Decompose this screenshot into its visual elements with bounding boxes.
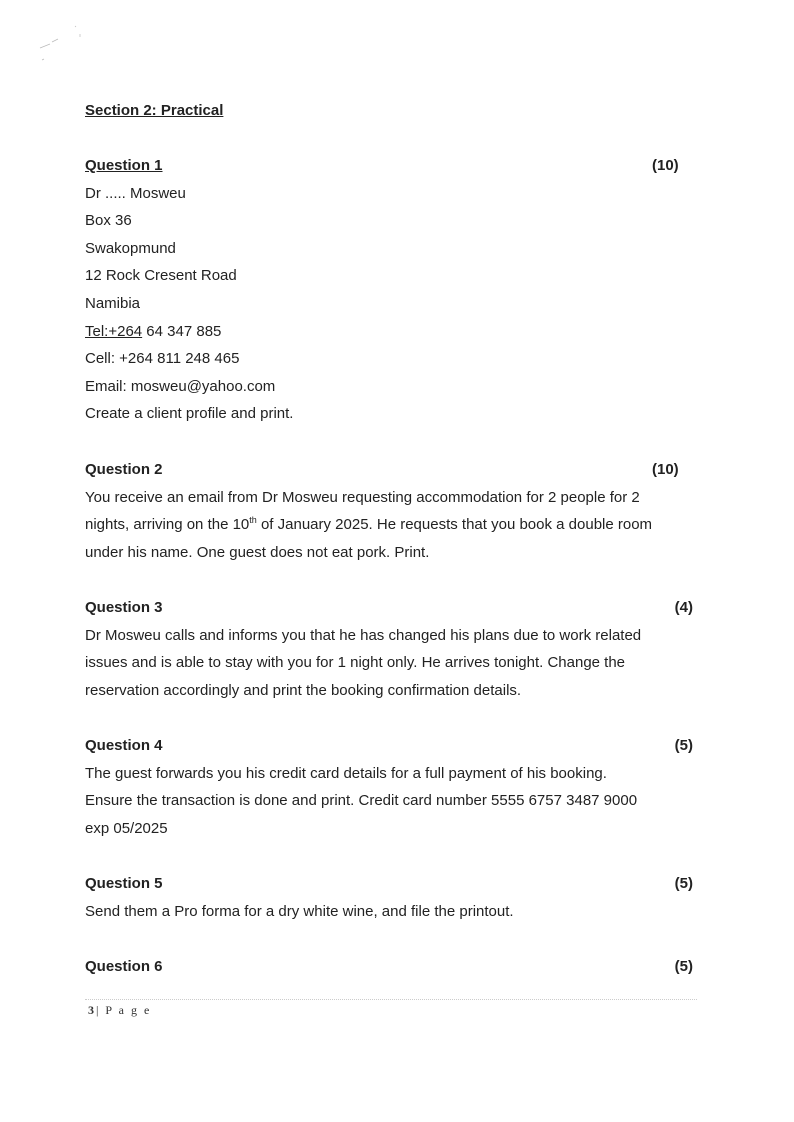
text-line: Dr ..... Mosweu	[85, 184, 186, 202]
page-footer	[88, 1003, 151, 1018]
tel-number: 64 347 885	[142, 322, 222, 340]
question-title: Question 6	[85, 958, 163, 975]
question-title: Question 1	[85, 157, 163, 174]
question-3	[85, 594, 693, 704]
page-label: | P a g e	[96, 1003, 152, 1017]
text-line: exp 05/2025	[85, 819, 168, 837]
text-segment: of January 2025. He requests that you book a double room	[256, 516, 653, 534]
question-title: Question 3	[85, 599, 163, 616]
question-marks: (5)	[674, 875, 693, 892]
text-line: Dr Mosweu calls and informs you that he has changed his plans due to work related	[85, 626, 642, 644]
section-heading	[85, 97, 693, 125]
tel-line	[85, 318, 693, 346]
footer-divider	[85, 999, 697, 1000]
text-line: under his name. One guest does not eat pork. Print.	[85, 543, 430, 561]
text-line: Send them a Pro forma for a dry white wine, and file the printout.	[85, 902, 514, 920]
text-line: Email: mosweu@yahoo.com	[85, 377, 276, 395]
question-6	[85, 953, 693, 981]
question-title: Question 5	[85, 875, 163, 892]
section-title: Section 2: Practical	[85, 102, 224, 119]
text-line: Swakopmund	[85, 239, 176, 257]
question-marks: (5)	[674, 737, 693, 754]
text-line: Create a client profile and print.	[85, 405, 294, 423]
question-marks: (5)	[674, 958, 693, 975]
scan-specks	[30, 20, 90, 70]
text-line: You receive an email from Dr Mosweu requesting accommodation for 2 people for 2	[85, 488, 640, 506]
text-line: The guest forwards you his credit card details for a full payment of his booking.	[85, 764, 607, 782]
text-line: Box 36	[85, 212, 132, 230]
question-1	[85, 152, 693, 428]
text-line	[85, 511, 693, 539]
question-2	[85, 456, 693, 566]
question-title: Question 4	[85, 737, 163, 754]
text-segment: nights, arriving on the 10	[85, 516, 250, 534]
text-line: 12 Rock Cresent Road	[85, 267, 237, 285]
question-marks: (4)	[674, 599, 693, 616]
question-marks: (10)	[652, 157, 679, 174]
superscript: th	[249, 515, 257, 526]
tel-link[interactable]: Tel:+264	[85, 322, 143, 340]
text-line: issues and is able to stay with you for 1 night only. He arrives tonight. Change the	[85, 654, 626, 672]
text-line: Cell: +264 811 248 465	[85, 350, 240, 368]
question-4	[85, 732, 693, 842]
question-title: Question 2	[85, 461, 163, 478]
question-5	[85, 870, 693, 925]
page-number: 3	[88, 1003, 96, 1017]
text-line: Namibia	[85, 294, 141, 312]
text-line: reservation accordingly and print the booking confirmation details.	[85, 681, 522, 699]
question-marks: (10)	[652, 461, 679, 478]
text-line: Ensure the transaction is done and print. Credit card number 5555 6757 3487 9000	[85, 792, 638, 810]
